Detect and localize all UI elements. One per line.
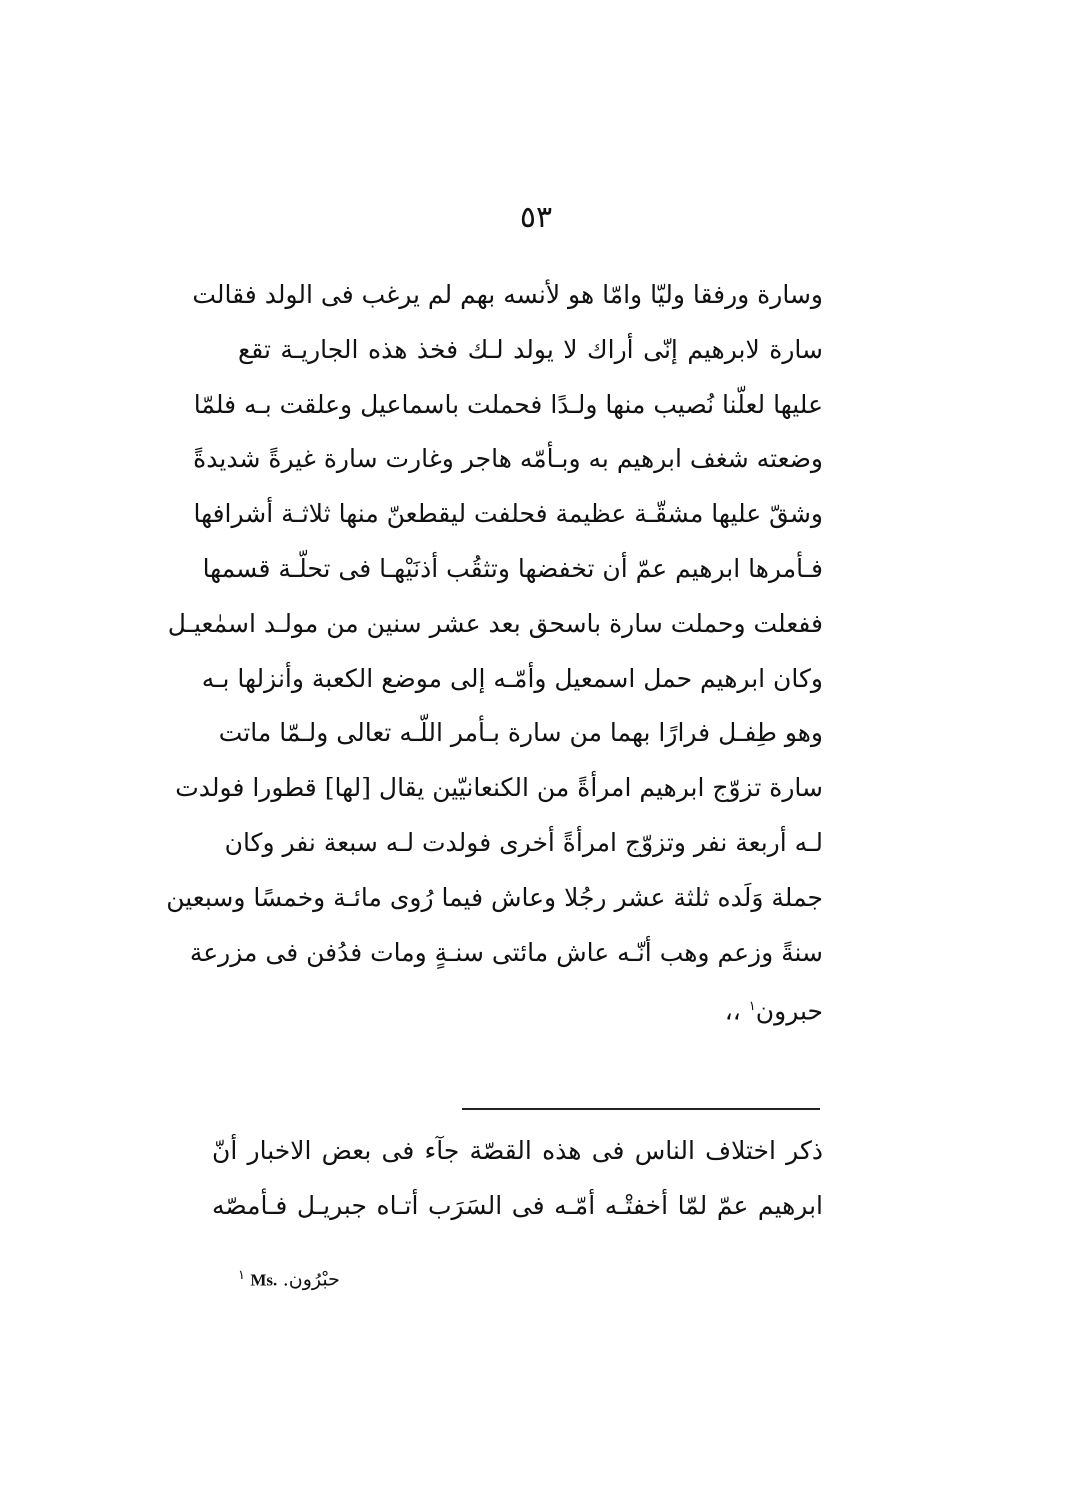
text-line: فـأمرها ابرهيم عمّ أن تخفضها وتثقُب أذنَيْهـا فى تحلّـة قسمها xyxy=(202,553,823,583)
text-line: وهو طِفـل فرارًا بهما من سارة بـأمر اللّـه تعالى ولـمّا ماتت xyxy=(218,718,823,748)
last-word: حبرون xyxy=(755,996,823,1026)
text-line: سنةً وزعم وهب أنّـه عاش مائتى سنـةٍ ومات فدُفن فى مزرعة xyxy=(189,937,823,967)
footnote-ms-label: Ms. xyxy=(250,1270,278,1290)
text-line: ففعلت وحملت سارة باسحق بعد عشر سنين من مولـد اسمٰعيـل xyxy=(167,608,823,638)
line-end-mark: ،، xyxy=(724,996,749,1026)
text-line: وكان ابرهيم حمل اسمعيل وأمّـه إلى موضع الكعبة وأنزلها بـه xyxy=(201,663,823,693)
text-line: ذكر اختلاف الناس فى هذه القصّة جآء فى بعض الاخبار أنّ xyxy=(212,1136,823,1165)
text-line: وضعته شغف ابرهيم به وبـأمّه هاجر وغارت سارة غيرةً شديدةً xyxy=(193,444,823,474)
page-number: ٥٣ xyxy=(519,200,553,235)
text-line: سارة لابرهيم إنّى أراك لا يولد لـك فخذ هذه الجاريـة تقع xyxy=(238,334,823,364)
text-line: جملة وَلَده ثلثة عشر رجُلا وعاش فيما رُوى مائـة وخمسًا وسبعين xyxy=(166,882,823,912)
text-line: وشقّ عليها مشقّـة عظيمة فحلفت ليقطعنّ منها ثلاثـة أشرافها xyxy=(193,499,823,529)
footnote xyxy=(238,1262,438,1295)
section-divider xyxy=(462,1108,820,1110)
text-line: عليها لعلّنا نُصيب منها ولـدًا فحملت باسماعيل وعلقت بـه فلمّا xyxy=(193,389,823,419)
text-line: سارة تزوّج ابرهيم امرأةً من الكنعانيّين يقال [لها] قطورا فولدت xyxy=(175,773,823,803)
footnote-mark: ١ xyxy=(238,1268,245,1283)
text-line: لـه أربعة نفر وتزوّج امرأةً أخرى فولدت لـه سبعة نفر وكان xyxy=(224,827,823,857)
footnote-reference: ١ xyxy=(748,999,756,1015)
text-line: وسارة ورفقا وليّا وامّا هو لأنسه بهم لم يرغب فى الولد فقالت xyxy=(192,280,823,309)
main-paragraph xyxy=(166,268,823,1035)
footnote-variant: حبْرُون. xyxy=(282,1268,340,1291)
text-line-last xyxy=(238,980,823,1035)
text-line: ابرهيم عمّ لمّا أخفتْـه أمّـه فى السَرَب أتـاه جبريـل فـأمصّه xyxy=(212,1190,823,1220)
second-paragraph xyxy=(212,1124,823,1234)
